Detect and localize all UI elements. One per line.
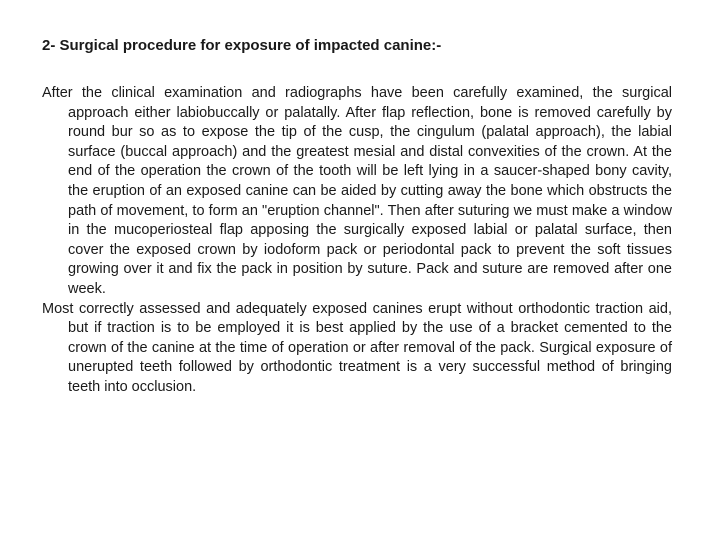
section-heading: 2- Surgical procedure for exposure of impacted canine:- — [42, 37, 442, 54]
paragraph-eruption-outcome: Most correctly assessed and adequately exposed canines erupt without orthodontic traction aid, but if traction is to be employed it is best applied by the use of a bracket cemented to the crown of the canine at the time of operation or after removal of the pack. Surgical exposure of unerupted teeth followed by orthodontic treatment is a very successful method of bringing teeth into occlusion. — [42, 300, 672, 395]
paragraph-surgical-approach: After the clinical examination and radiographs have been carefully examined, the surgical approach either labiobuccally or palatally. After flap reflection, bone is removed carefully by round bur so as to expose the tip of the cusp, the cingulum (palatal approach), the labial surface (buccal approach) and the greatest mesial and distal convexities of the crown. At the end of the operation the crown of the tooth will be left lying in a saucer-shaped bony cavity, the eruption of an exposed canine can be aided by cutting away the bone which obstructs the path of movement, to form an "eruption channel". Then after suturing we must make a window in the mucoperiosteal flap apposing the surgically exposed labial or palatal surface, then cover the exposed crown by iodoform pack or periodontal pack to prevent the soft tissues growing over it and fix the pack in position by suture. Pack and suture are removed after one week. — [42, 85, 672, 297]
body-text — [42, 84, 672, 398]
